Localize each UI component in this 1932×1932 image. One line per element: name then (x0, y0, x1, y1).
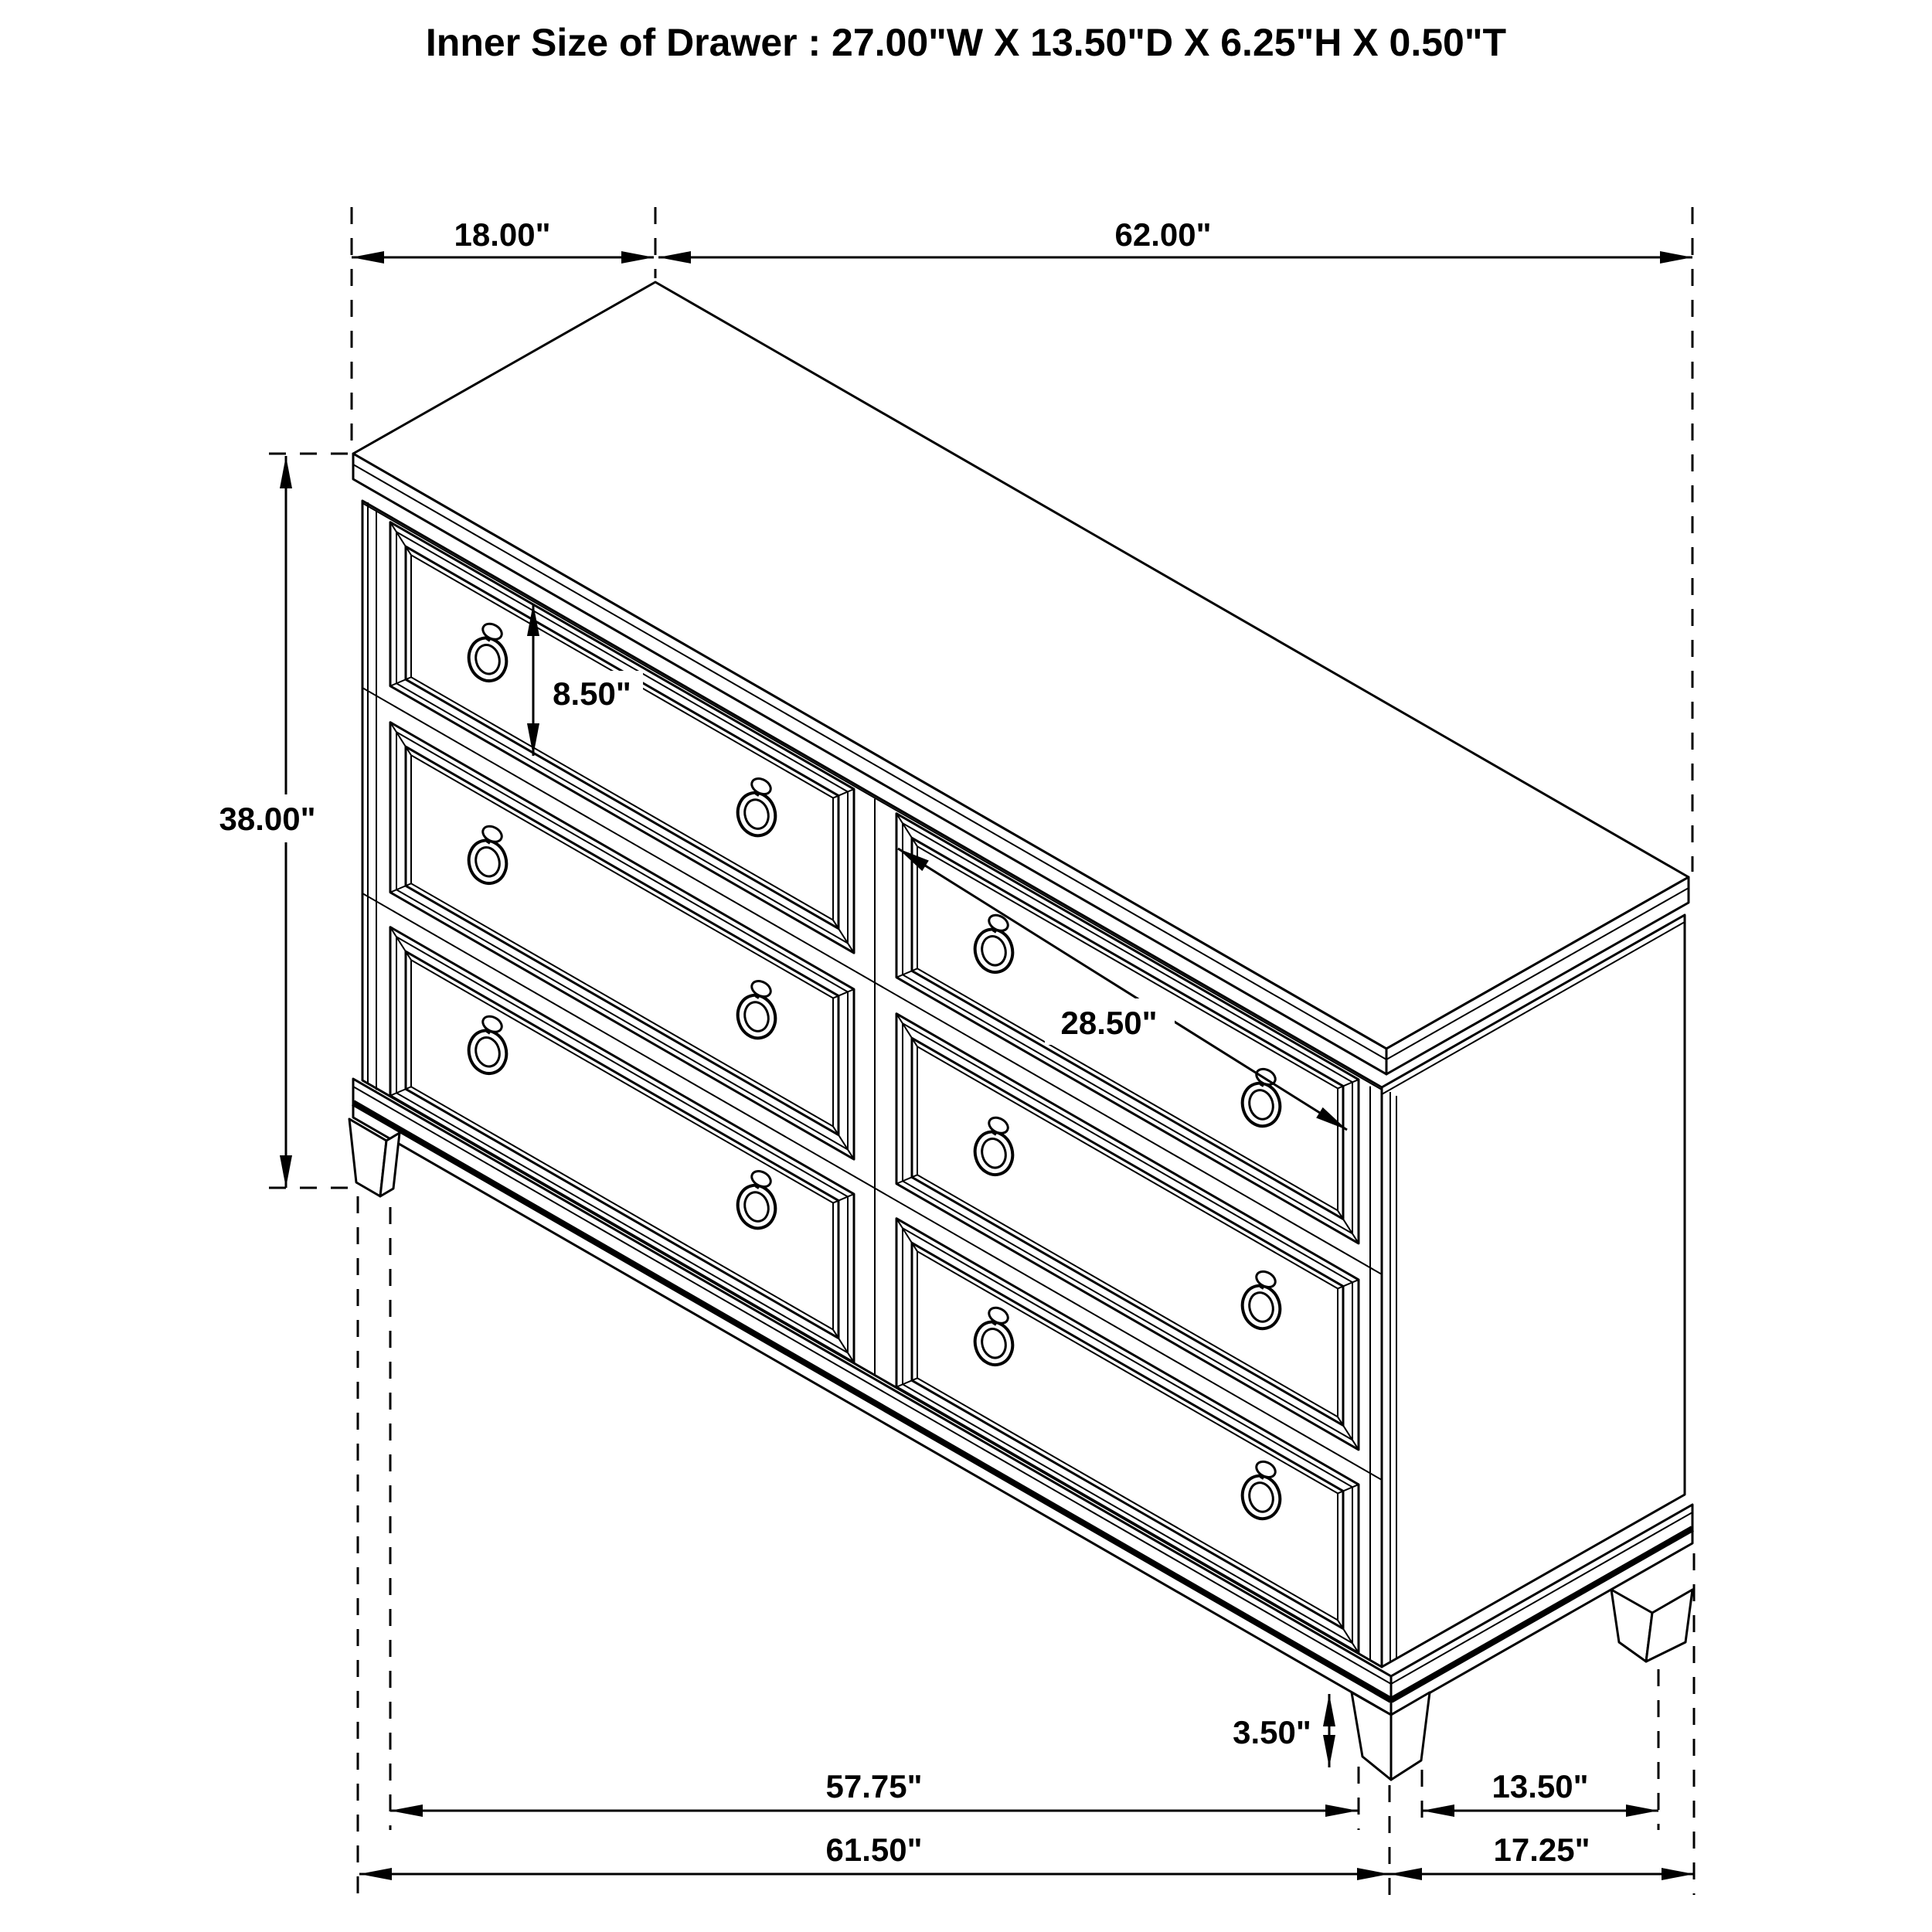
dim-top-depth-label: 18.00" (454, 216, 551, 253)
dim-base-depth-label: 17.25" (1493, 1832, 1590, 1868)
dim-overall-height-label: 38.00" (219, 801, 316, 837)
dresser-drawing (349, 282, 1692, 1780)
dim-front-leg-span-label: 57.75" (825, 1768, 923, 1804)
dim-drawer-width-label: 28.50" (1060, 1005, 1158, 1041)
diagram-title: Inner Size of Drawer : 27.00"W X 13.50"D X 6.25"H X 0.50"T (425, 21, 1507, 64)
dim-base-width-label: 61.50" (825, 1832, 923, 1868)
dim-drawer-height-label: 8.50" (553, 675, 631, 712)
dim-side-leg-span-label: 13.50" (1492, 1768, 1589, 1804)
dim-top-width-label: 62.00" (1114, 216, 1212, 253)
dim-leg-height-label: 3.50" (1233, 1714, 1311, 1750)
